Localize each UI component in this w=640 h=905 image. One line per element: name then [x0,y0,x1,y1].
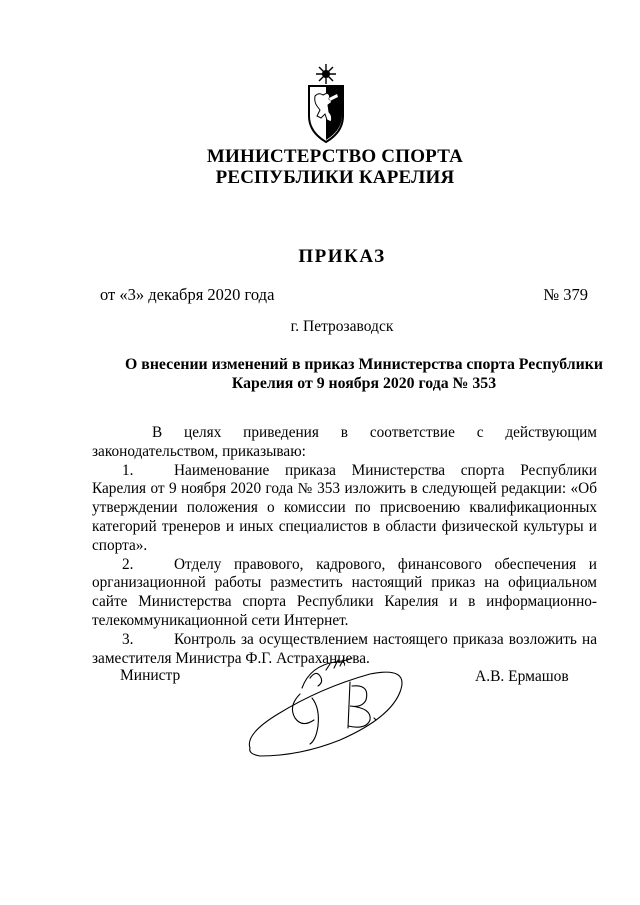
document-title: ПРИКАЗ [298,246,386,267]
document-subject-line1: О внесении изменений в приказ Министерства спорта Республики [125,356,603,373]
document-number: № 379 [543,285,588,304]
signatory-name: А.В. Ермашов [475,668,569,685]
item1-line-5: спорта». [92,536,148,554]
document-date: от «3» декабря 2020 года [100,285,275,304]
document-subject-line2: Карелия от 9 ноября 2020 года № 353 [231,375,497,392]
item1-line-3: утверждении положения о комиссии по присвоению квалификационных [92,499,597,517]
item3-line-2: заместителя Министра Ф.Г. Астраханцева. [92,649,370,667]
item2-line-3: сайте Министерства спорта Республики Карелия и в информационно- [92,593,597,611]
item3-text-1: Контроль за осуществлением настоящего приказа возложить на [174,630,597,648]
item2-text-1: Отделу правового, кадрового, финансового обеспечения и [174,555,597,573]
item2-line-2: организационной работы разместить настоящий приказ на официальном [92,574,597,592]
item1-number: 1. [122,461,134,479]
intro-line-2: законодательством, приказываю: [92,442,306,460]
ministry-name-line1: МИНИСТЕРСТВО СПОРТА [206,146,464,167]
coat-of-arms-emblem [303,62,349,144]
item2-line-4: телекоммуникационной сети Интернет. [92,611,349,629]
document-city: г. Петрозаводск [290,318,394,335]
document-body [92,424,597,668]
item3-line-1 [92,631,597,650]
item1-line-4: категорий тренеров и иных специалистов в области физической культуры и [92,517,597,535]
signatory-position: Министр [120,667,181,684]
item1-line-2: Карелия от 9 ноября 2020 года № 353 изложить в следующей редакции: «Об [92,480,597,498]
item3-number: 3. [122,630,134,648]
ministry-name-line2: РЕСПУБЛИКИ КАРЕЛИЯ [215,167,455,188]
item2-number: 2. [122,555,134,573]
intro-line-1: В целях приведения в соответствие с действующим [152,424,597,441]
item1-line-1 [92,462,597,481]
item1-text-1: Наименование приказа Министерства спорта Республики [174,461,597,479]
item2-line-1 [92,556,597,575]
handwritten-signature [240,648,410,763]
